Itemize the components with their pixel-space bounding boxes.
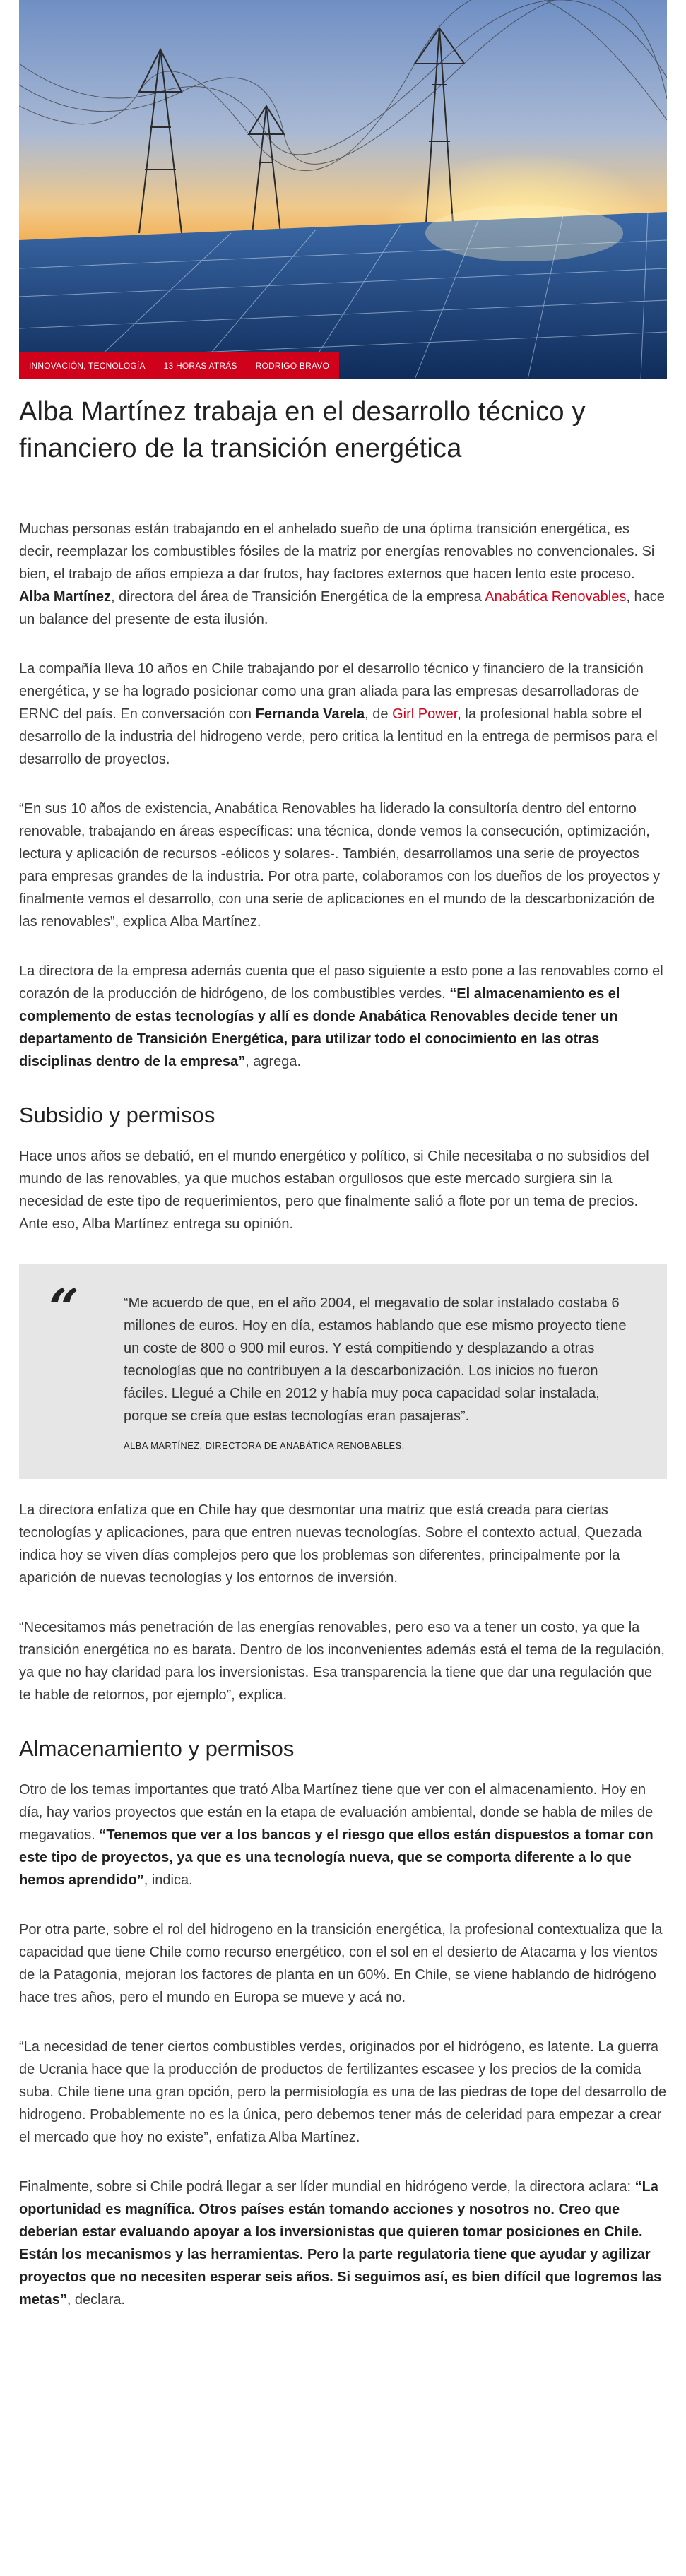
- hero-image: [19, 0, 667, 379]
- quote-source: ALBA MARTÍNEZ, DIRECTORA DE ANABÁTICA RENOBABLES.: [124, 1440, 405, 1451]
- text-bold: “La oportunidad es magnífica. Otros países están tomando acciones y nosotros no. Creo que deberían estar evaluando apoyar a los inversionistas que quieren tomar posiciones en Chile. Están los mecanismos y las herramientas. Pero la parte regulatoria tiene que ayudar y agilizar proyectos que no necesiten esperar seis años. Si seguimos así, es bien difícil que logremos las metas”: [19, 2179, 662, 2308]
- paragraph-9: Por otra parte, sobre el rol del hidrogeno en la transición energética, la profesional contextualiza que la capacidad que tiene Chile como recurso energético, con el sol en el desierto de Atacama y los vientos de la Patagonia, mejoran los factores de planta en un 60%. En Chile, se viene hablando de hidrógeno hace tres años, pero el mundo en Europa se mueve y acá no.: [19, 1922, 663, 2005]
- paragraph-7: “Necesitamos más penetración de las energías renovables, pero eso va a tener un costo, ya que la transición energética no es barata. Dentro de los inconvenientes además está el tema de la regulación, ya que no hay claridad para los inversionistas. Esa transparencia la tiene que dar una regulación que te hable de retornos, por ejemplo”, explica.: [19, 1620, 665, 1703]
- text-bold: “El almacenamiento es el complemento de estas tecnologías y allí es donde Anabática Renovables decide tener un departamento de Transición Energética, para utilizar todo el conocimiento en las otras disciplinas dentro de la empresa”: [19, 986, 620, 1069]
- paragraph-4: [19, 960, 667, 1073]
- subheading-almacenamiento: Almacenamiento y permisos: [19, 1736, 295, 1761]
- text: , declara.: [66, 2292, 126, 2308]
- paragraph-8: [19, 1779, 667, 1892]
- text: La directora de la empresa además cuenta que el paso siguiente a esto pone a las renovables como el corazón de la producción de hidrógeno, de los combustibles verdes.: [19, 963, 663, 1002]
- text: , agrega.: [245, 1054, 302, 1069]
- text: , indica.: [143, 1872, 193, 1888]
- subheading-subsidio: Subsidio y permisos: [19, 1103, 215, 1127]
- paragraph-3: “En sus 10 años de existencia, Anabática Renovables ha liderado la consultoría dentro del entorno renovable, trabajando en áreas específicas: una técnica, donde vemos la consecución, optimización, lectura y aplicación de recursos -eólicos y solares-. También, desarrollamos una serie de proyectos para empresas grandes de la industria. Por otra parte, colaboramos con los dueños de los proyectos y finalmente vemos el desarrollo, con una serie de aplicaciones en el mundo de la descarbonización de las renovables”, explica Alba Martínez.: [19, 801, 661, 930]
- paragraph-6: La directora enfatiza que en Chile hay que desmontar una matriz que está creada para ciertas tecnologías y aplicaciones, para que entren nuevas tecnologías. Sobre el contexto actual, Quezada indica hoy se viven días complejos pero que los problemas son diferentes, principalmente por la aparición de nuevas tecnologías y los entornos de inversión.: [19, 1502, 642, 1586]
- girl-power-link[interactable]: Girl Power: [392, 706, 458, 722]
- quote-icon: “: [49, 1278, 79, 1339]
- quote-content: [124, 1292, 637, 1451]
- paragraph-5: Hace unos años se debatió, en el mundo energético y político, si Chile necesitaba o no subsidios del mundo de las renovables, ya que muchos estaban orgullosos que este mercado surgiera sin la necesidad de este tipo de requerimientos, pero que finalmente salió a flote por un tema de precios. Ante eso, Alba Martínez entrega su opinión.: [19, 1148, 649, 1232]
- article-body: [19, 362, 667, 2311]
- anabatica-link[interactable]: Anabática Renovables: [485, 589, 627, 605]
- category-link[interactable]: INNOVACIÓN, TECNOLOGÍA: [29, 361, 146, 371]
- post-time: 13 HORAS ATRÁS: [163, 361, 237, 371]
- paragraph-2: [19, 658, 667, 771]
- text: Muchas personas están trabajando en el anhelado sueño de una óptima transición energética, es decir, reemplazar los combustibles fósiles de la matriz por energías renovables no convencionales. Si bien, el trabajo de años empieza a dar frutos, hay factores externos que hacen lento este proceso.: [19, 521, 655, 582]
- text: , la profesional habla sobre el desarrollo de la industria del hidrogeno verde, pero critica la lentitud en la entrega de permisos para el desarrollo de proyectos.: [19, 706, 658, 767]
- paragraph-10: “La necesidad de tener ciertos combustibles verdes, originados por el hidrógeno, es latente. La guerra de Ucrania hace que la producción de productos de fertilizantes escasee y los precios de la comida suba. Chile tiene una gran opción, pero la permisiología es una de las piedras de tope del desarrollo de hidrogeno. Probablemente no es la única, pero debemos tener más de celeridad para empezar a crear el mercado que hoy no existe”, enfatiza Alba Martínez.: [19, 2039, 667, 2145]
- text: , de: [365, 706, 393, 722]
- text-bold: Alba Martínez: [19, 589, 112, 605]
- text-bold: Fernanda Varela: [255, 706, 365, 722]
- text: Otro de los temas importantes que trató Alba Martínez tiene que ver con el almacenamiento. Hoy en día, hay varios proyectos que están en la etapa de evaluación ambiental, donde se habla de miles de megavatios.: [19, 1782, 654, 1843]
- text: , directora del área de Transición Energética de la empresa: [111, 589, 485, 605]
- article-title: Alba Martínez trabaja en el desarrollo técnico y financiero de la transición energética: [19, 397, 586, 463]
- text-bold: “Tenemos que ver a los bancos y el riesgo que ellos están dispuestos a tomar con este tipo de proyectos, ya que es una tecnología nueva, que se comporta diferente a lo que hemos aprendido”: [19, 1827, 654, 1888]
- text: , hace un balance del presente de esta ilusión.: [19, 589, 665, 627]
- text: Finalmente, sobre si Chile podrá llegar a ser líder mundial en hidrógeno verde, la directora aclara:: [19, 2179, 635, 2195]
- quote-text: “Me acuerdo de que, en el año 2004, el megavatio de solar instalado costaba 6 millones de euros. Hoy en día, estamos hablando que ese mismo proyecto tiene un coste de 800 o 900 mil euros. Y está compitiendo y desplazando a otras tecnologías que no contribuyen a la descarbonización. Los inicios no fueron fáciles. Llegué a Chile en 2012 y había muy poca capacidad solar instalada, porque se creía que estas tecnologías eran pasajeras”.: [124, 1295, 627, 1424]
- paragraph-11: [19, 2176, 667, 2311]
- author-link[interactable]: RODRIGO BRAVO: [255, 361, 329, 371]
- blockquote: [19, 1264, 667, 1479]
- paragraph-1: [19, 518, 667, 631]
- solar-sunset-photo: [19, 0, 667, 379]
- text: La compañía lleva 10 años en Chile trabajando por el desarrollo técnico y financiero de la transición energética, y se ha logrado posicionar como una gran aliada para las empresas desarrolladoras de ERNC del país. En conversación con: [19, 661, 644, 722]
